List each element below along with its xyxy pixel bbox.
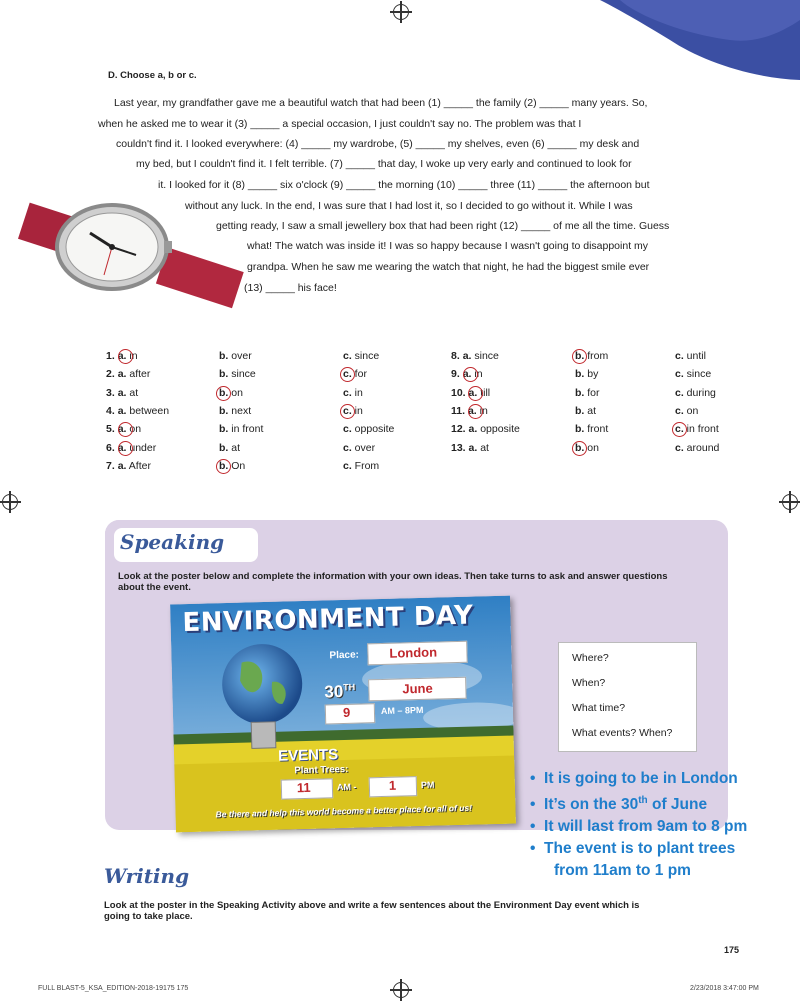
question-number: 6. xyxy=(106,441,118,454)
answer-option-c xyxy=(675,387,716,399)
writing-instruction: Look at the poster in the Speaking Activity above and write a few sentences about the Environment Day event which is xyxy=(104,900,640,911)
question-number: 11. xyxy=(451,404,468,417)
question-number: 4. xyxy=(106,404,118,417)
answer-circle xyxy=(118,441,133,456)
poster-title: ENVIRONMENT DAY xyxy=(182,600,474,639)
option-text: over xyxy=(351,441,376,454)
option-text: until xyxy=(683,350,706,362)
answer-option-a xyxy=(106,405,169,417)
option-text: for xyxy=(584,386,600,399)
answer-option-c xyxy=(675,350,706,362)
answer-option-a xyxy=(451,350,499,362)
paragraph-line: it. I looked for it (8) _____ six o'clock (9) _____ the morning (10) _____ three (11) _____ the afternoon but xyxy=(158,179,650,191)
answer-option-b xyxy=(219,442,240,454)
speaking-instruction: Look at the poster below and complete the information with your own ideas. Then take turns to ask and answer questions xyxy=(118,571,668,582)
corner-decoration xyxy=(580,0,800,80)
question-number: 5. xyxy=(106,423,118,436)
answer-option-b xyxy=(219,405,251,417)
footer-left: FULL BLAST-5_KSA_EDITION-2018-19175 175 xyxy=(38,985,189,992)
option-letter: c. xyxy=(675,350,684,362)
option-text: opposite xyxy=(351,423,395,436)
place-label: Place: xyxy=(329,649,360,662)
option-text: at xyxy=(477,441,489,454)
plant-pm-label: PM xyxy=(420,779,435,790)
paragraph-line: my bed, but I couldn't find it. I felt terrible. (7) _____ that day, I woke up very early and continued to look for xyxy=(136,158,632,170)
option-text: On xyxy=(228,459,246,472)
option-letter: c. xyxy=(343,386,352,399)
time-rest: AM – 8PM xyxy=(380,704,424,717)
option-text: around xyxy=(683,441,720,454)
answer-option-a xyxy=(106,460,151,472)
answer-circle xyxy=(216,386,231,401)
question-number: 2. xyxy=(106,368,118,381)
answer-bullets xyxy=(530,768,747,882)
option-text: for xyxy=(351,368,367,381)
answer-circle xyxy=(118,349,133,364)
exercise-heading: D. Choose a, b or c. xyxy=(108,70,197,81)
answer-option-c xyxy=(343,460,379,472)
time-start: 9 xyxy=(342,704,351,720)
option-letter: a. xyxy=(467,404,477,417)
option-text: at xyxy=(228,441,241,454)
question-number: 8. xyxy=(451,350,463,362)
option-letter: b. xyxy=(219,459,229,472)
answer-option-b xyxy=(575,423,608,435)
option-text: after xyxy=(126,368,151,381)
question-number: 13. xyxy=(451,441,469,454)
option-text: till xyxy=(477,386,491,399)
answer-option-a xyxy=(106,368,150,380)
answer-circle xyxy=(216,459,231,474)
option-text: at xyxy=(584,404,597,417)
option-text: in xyxy=(351,386,363,399)
option-letter: b. xyxy=(575,423,585,436)
paragraph-line: Last year, my grandfather gave me a beautiful watch that had been (1) _____ the family (2) _____ many years. So, xyxy=(114,97,648,109)
speaking-instruction: about the event. xyxy=(118,582,191,593)
option-text: from xyxy=(584,350,609,362)
option-text: in xyxy=(476,404,488,417)
option-text: over xyxy=(228,350,252,362)
option-text: in xyxy=(126,350,138,362)
option-letter: a. xyxy=(117,459,127,472)
option-letter: c. xyxy=(675,404,684,417)
answer-option-c xyxy=(343,423,394,435)
option-text: on xyxy=(683,404,699,417)
answer-circle xyxy=(572,441,587,456)
answer-circle xyxy=(468,404,483,419)
option-text: in front xyxy=(228,423,264,436)
option-text: in xyxy=(471,368,483,381)
question-number: 7. xyxy=(106,459,118,472)
date-day-suffix: TH xyxy=(343,682,356,693)
question-number: 12. xyxy=(451,423,469,436)
option-text: front xyxy=(584,423,609,436)
option-text: since xyxy=(228,368,256,381)
paragraph-line: couldn't find it. I looked everywhere: (4) _____ my wardrobe, (5) _____ my shelves, even (6) _____ my desk and xyxy=(116,138,640,150)
paragraph-line: grandpa. When he saw me wearing the watch that night, he had the biggest smile ever xyxy=(247,261,650,273)
bullet-text: It will last from 9am to 8 pm xyxy=(544,818,748,836)
paragraph-line: without any luck. In the end, I was sure that I had lost it, so I decided to go without it. While I was xyxy=(185,200,633,212)
answer-option-a xyxy=(451,423,520,435)
option-text: After xyxy=(126,459,151,472)
plant-trees-label: Plant Trees: xyxy=(294,763,349,777)
option-letter: a. xyxy=(117,404,127,417)
answer-option-b xyxy=(219,423,263,435)
bullet-item: • It’s on the 30th of June xyxy=(530,795,708,814)
paragraph-line: when he asked me to wear it (3) _____ a special occasion, I just couldn't say no. The problem was that I xyxy=(98,118,582,130)
paragraph-line: getting ready, I saw a small jewellery box that had been right (12) _____ of me all the time. Guess xyxy=(216,220,670,232)
option-letter: a. xyxy=(117,386,127,399)
answer-option-c xyxy=(343,350,379,362)
date-day xyxy=(324,682,355,703)
question-number: 10. xyxy=(451,386,469,399)
option-letter: c. xyxy=(343,459,352,472)
option-letter: a. xyxy=(462,368,472,381)
question-what-time: What time? xyxy=(572,702,626,714)
option-letter: c. xyxy=(675,368,684,381)
option-letter: c. xyxy=(675,441,684,454)
footer-right: 2/23/2018 3:47:00 PM xyxy=(690,985,759,992)
answer-option-b xyxy=(575,405,596,417)
option-text: since xyxy=(471,350,499,362)
option-text: in front xyxy=(683,423,719,436)
option-letter: b. xyxy=(575,368,585,381)
option-letter: b. xyxy=(219,368,229,381)
question-number: 3. xyxy=(106,386,118,399)
paragraph-line: (13) _____ his face! xyxy=(244,282,337,294)
plant-start: 11 xyxy=(296,779,311,796)
option-text: during xyxy=(683,386,716,399)
paragraph-line: what! The watch was inside it! I was so happy because I wasn't going to disappoint my xyxy=(247,240,649,252)
poster-slogan: Be there and help this world become a better place for all of us! xyxy=(215,802,473,820)
bullet-item xyxy=(530,860,747,882)
answer-circle xyxy=(572,349,587,364)
option-letter: a. xyxy=(117,350,127,362)
option-text: on xyxy=(228,386,243,399)
registration-mark-right xyxy=(782,494,798,510)
option-letter: b. xyxy=(575,350,585,362)
option-letter: a. xyxy=(468,386,478,399)
option-letter: a. xyxy=(117,423,127,436)
option-text: on xyxy=(126,423,142,436)
option-letter: b. xyxy=(219,404,229,417)
wristwatch-illustration xyxy=(12,185,252,335)
option-letter: b. xyxy=(219,441,229,454)
bullet-text: from 11am to 1 pm xyxy=(554,862,691,880)
writing-title: Writing xyxy=(104,864,190,888)
option-text: under xyxy=(126,441,157,454)
option-letter: a. xyxy=(117,441,127,454)
option-letter: b. xyxy=(575,404,585,417)
option-letter: a. xyxy=(462,350,472,362)
answer-option-c xyxy=(675,442,719,454)
answer-circle xyxy=(468,386,483,401)
option-text: in xyxy=(351,404,363,417)
option-letter: c. xyxy=(343,441,352,454)
option-text: opposite xyxy=(477,423,520,436)
answer-option-c xyxy=(675,368,711,380)
option-letter: c. xyxy=(343,368,352,381)
answer-option-b xyxy=(575,368,598,380)
option-letter: b. xyxy=(575,441,585,454)
option-letter: c. xyxy=(343,350,352,362)
option-text: between xyxy=(126,404,170,417)
writing-instruction: going to take place. xyxy=(104,911,193,922)
option-letter: a. xyxy=(117,368,127,381)
option-letter: c. xyxy=(675,423,684,436)
events-label: EVENTS xyxy=(277,746,339,765)
registration-mark-left xyxy=(2,494,18,510)
option-text: by xyxy=(584,368,599,381)
answer-option-a xyxy=(451,442,489,454)
answer-option-a xyxy=(106,387,138,399)
answer-option-c xyxy=(675,405,698,417)
option-text: at xyxy=(126,386,139,399)
question-number: 1. xyxy=(106,350,118,362)
plant-end: 1 xyxy=(388,777,397,793)
answer-option-b xyxy=(575,387,600,399)
question-when: When? xyxy=(572,677,606,689)
answer-option-c xyxy=(343,387,363,399)
option-letter: a. xyxy=(468,441,478,454)
bullet-item: • The event is to plant trees xyxy=(530,840,736,858)
option-text: next xyxy=(228,404,252,417)
poster xyxy=(170,596,516,833)
answer-circle xyxy=(340,404,355,419)
option-letter: c. xyxy=(343,423,352,436)
plant-am-label: AM - xyxy=(336,781,357,793)
option-letter: b. xyxy=(219,386,229,399)
option-text: From xyxy=(351,459,380,472)
place-value: London xyxy=(389,644,438,661)
option-letter: a. xyxy=(468,423,478,436)
date-month: June xyxy=(402,680,433,697)
bullet-text: It’s on the 30th of June xyxy=(544,795,708,814)
date-day-number: 30 xyxy=(324,681,344,702)
bullet-text: It is going to be in London xyxy=(544,770,738,787)
answer-option-b xyxy=(219,368,256,380)
option-letter: c. xyxy=(675,386,684,399)
option-text: on xyxy=(584,441,599,454)
option-text: since xyxy=(351,350,380,362)
bullet-item: • It is going to be in London xyxy=(530,770,738,787)
question-what-events: What events? When? xyxy=(572,727,673,739)
option-letter: b. xyxy=(219,423,229,436)
option-letter: b. xyxy=(575,386,585,399)
registration-mark-top xyxy=(393,4,409,20)
option-letter: c. xyxy=(343,404,352,417)
bullet-text: The event is to plant trees xyxy=(544,840,736,858)
registration-mark-bottom xyxy=(393,982,409,998)
question-where: Where? xyxy=(572,652,609,664)
bullet-item: • It will last from 9am to 8 pm xyxy=(530,818,748,836)
page-number: 175 xyxy=(724,945,740,955)
answer-option-b xyxy=(219,350,252,362)
answer-option-c xyxy=(343,442,375,454)
option-letter: b. xyxy=(219,350,229,362)
speaking-title: Speaking xyxy=(120,530,225,554)
option-text: since xyxy=(683,368,712,381)
question-number: 9. xyxy=(451,368,463,381)
